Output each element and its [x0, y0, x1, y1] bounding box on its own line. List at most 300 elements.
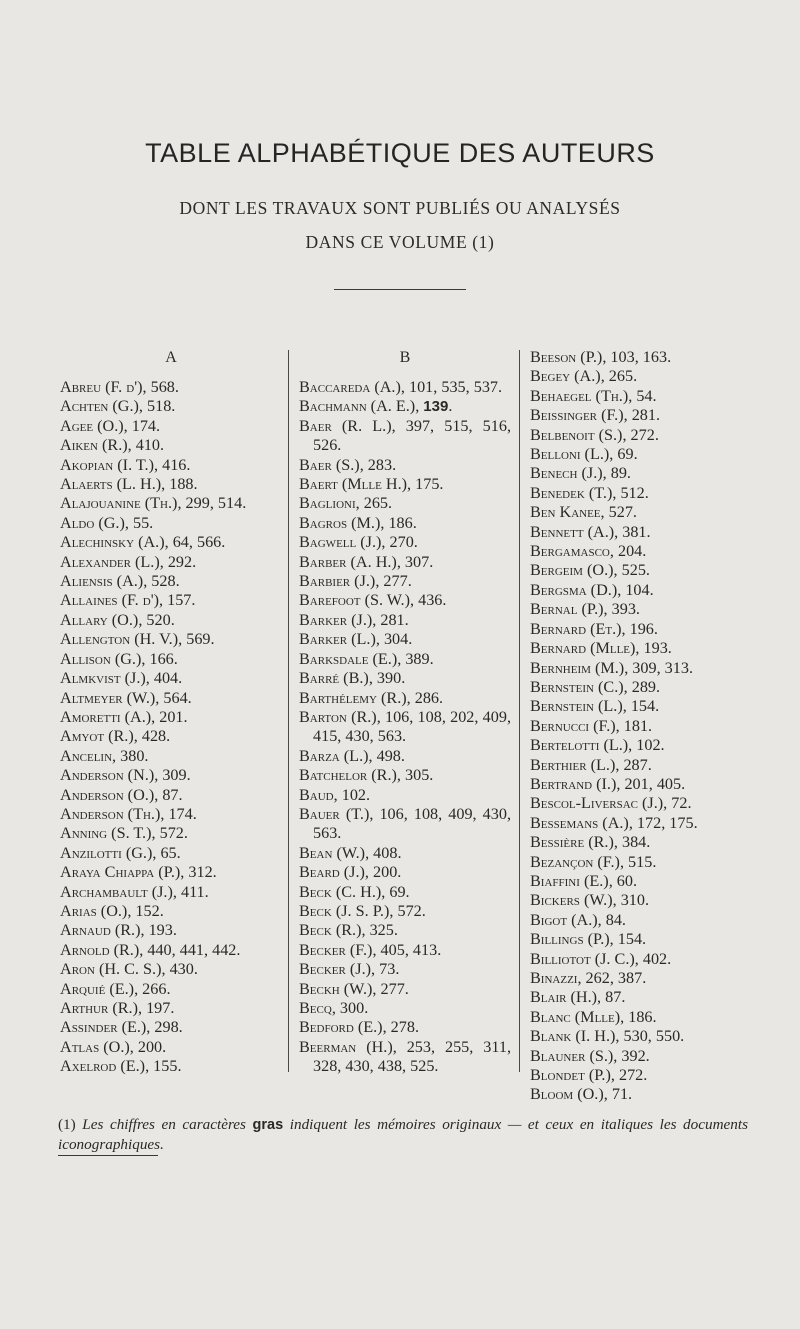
author-entry [530, 1085, 766, 1104]
author-name: Bean (W.) [299, 843, 366, 862]
page-references: , 440, 441, 442. [139, 940, 241, 959]
author-entry [60, 650, 282, 669]
column-letter: B [399, 349, 411, 366]
page-references: , 498. [368, 746, 405, 765]
page-references: , 430. [161, 960, 198, 979]
page-references: , 298. [146, 1018, 183, 1037]
author-entry [299, 397, 511, 416]
author-name: Bessemans (A.) [530, 813, 629, 832]
author-entry [299, 844, 511, 863]
page-references: , 262, 387. [577, 969, 647, 987]
footnote-number: (1) [58, 1116, 76, 1133]
author-name: Bagros (M.) [299, 513, 381, 532]
author-entry [530, 950, 766, 969]
page-references: , 278. [382, 1018, 419, 1037]
author-entry [530, 484, 766, 503]
page-references: , 188. [161, 475, 198, 494]
page-references: , 393. [603, 600, 640, 619]
page-references: , 55. [124, 513, 154, 532]
page-references: , 411. [172, 882, 209, 901]
page-references: , 186. [620, 1007, 657, 1026]
author-name: Blondet (P.) [530, 1066, 611, 1085]
author-entry [530, 348, 766, 367]
author-name: Blank (I. H.) [530, 1027, 616, 1046]
author-name: Barza (L.) [299, 746, 369, 765]
page-references: , 312. [180, 863, 217, 882]
page-references: , 309. [154, 766, 191, 785]
author-name: Behaegel (Th.) [530, 386, 629, 405]
author-name: Aliensis (A.) [60, 572, 144, 591]
column-b [299, 350, 511, 1077]
author-entry [60, 591, 282, 610]
author-entry [60, 863, 282, 882]
author-name: Beck (R.) [299, 921, 362, 940]
author-entry [299, 475, 511, 494]
page-references: , 309, 313. [624, 658, 693, 677]
author-entry [60, 708, 282, 727]
author-entry [299, 960, 511, 979]
author-entry [60, 1057, 282, 1076]
page-references: , 64, 566. [164, 533, 226, 552]
page-references: , 200. [129, 1037, 167, 1056]
page-references: , 157. [159, 591, 196, 610]
author-entry [530, 426, 766, 445]
author-entry [60, 533, 282, 552]
footnote-text: indiquent les mémoires originaux — et ceux en italiques les documents iconographiques. [58, 1116, 748, 1153]
author-entry [530, 853, 766, 872]
page-references: , 384. [613, 833, 651, 852]
author-name: Bernstein (C.) [530, 677, 624, 696]
author-name: Anderson (Th.) [60, 804, 161, 823]
page-references: , 265. [600, 367, 638, 386]
author-entry [530, 406, 766, 425]
page-references: , 428. [133, 727, 171, 746]
author-entry [299, 805, 511, 844]
author-list [60, 378, 282, 1077]
author-name: Allary (O.) [60, 610, 139, 629]
author-entry [60, 883, 282, 902]
author-entry [299, 1038, 511, 1077]
page-references: , 272. [610, 1066, 648, 1085]
page-references: , 389. [397, 649, 434, 668]
author-name: Anderson (N.) [60, 766, 155, 785]
page-references: , 564. [155, 688, 192, 707]
author-name: Barefoot (S. W.) [299, 591, 410, 610]
author-name: Araya Chiappa (P.) [60, 863, 181, 882]
author-entry [530, 930, 766, 949]
page-references: , 174. [123, 416, 161, 435]
author-entry [530, 523, 766, 542]
author-name: Aiken (R.) [60, 436, 128, 455]
author-entry [530, 464, 766, 483]
author-name: Bigot (A.) [530, 910, 598, 929]
author-name: Biaffini (E.) [530, 871, 609, 890]
author-name: Beard (J.) [299, 863, 365, 882]
author-name: Baccareda (A.) [299, 378, 401, 396]
author-name: Bergeim (O.) [530, 561, 614, 580]
author-entry [299, 494, 511, 513]
author-entry [299, 708, 511, 747]
page-references: , 186. [380, 513, 417, 532]
page-references: , 197. [137, 999, 175, 1017]
page-references: , 572. [389, 901, 426, 920]
author-name: Barton (R.) [299, 707, 377, 726]
page-references: , 528. [143, 572, 180, 591]
author-name: Baglioni [299, 494, 356, 513]
author-entry [299, 921, 511, 940]
author-entry [530, 1008, 766, 1027]
page-references: , 272. [622, 425, 659, 444]
column-a [60, 350, 282, 1077]
author-entry [530, 639, 766, 658]
author-entry [530, 620, 766, 639]
page-references: , 155. [145, 1057, 182, 1076]
author-name: Beck (J. S. P.) [299, 901, 390, 920]
page-references: , 104. [617, 580, 654, 599]
author-name: Abreu (F. d') [60, 378, 143, 396]
author-name: Belbenoit (S.) [530, 425, 623, 444]
author-name: Allison (G.) [60, 649, 142, 668]
author-name: Anning (S. T.) [60, 824, 152, 843]
page-references: , 397, 515, 516, 526. [313, 416, 512, 455]
page-references: , 292. [159, 552, 197, 571]
author-entry [299, 572, 511, 591]
author-entry [299, 883, 511, 902]
author-entry [60, 475, 282, 494]
page-references: , 300. [331, 999, 369, 1017]
author-name: Ancelin [60, 746, 113, 765]
author-entry [530, 581, 766, 600]
page-references: , 287. [615, 755, 652, 774]
author-entry [530, 387, 766, 406]
page-references: , 572. [151, 824, 188, 843]
page-references: , 305. [396, 766, 434, 785]
author-name: Bergamasco [530, 542, 610, 561]
author-name: Anzilotti (G.) [60, 843, 153, 862]
author-entry [299, 378, 511, 397]
author-name: Bescol-Liversac (J.) [530, 794, 664, 813]
author-entry [60, 572, 282, 591]
page-references: , 87. [597, 988, 626, 1007]
author-name: Bickers (W.) [530, 891, 613, 910]
author-name: Axelrod (E.) [60, 1057, 146, 1076]
author-name: Amoretti (A.) [60, 707, 152, 726]
author-entry [60, 921, 282, 940]
author-name: Anderson (O.) [60, 785, 155, 804]
author-entry [530, 659, 766, 678]
author-entry [60, 494, 282, 513]
page-references: , 69. [381, 882, 410, 901]
author-name: Beerman (H.) [299, 1037, 393, 1056]
author-entry [60, 941, 282, 960]
page-references: , 166. [141, 649, 178, 668]
column-divider [519, 350, 520, 1072]
author-name: Blauner (S.) [530, 1046, 614, 1065]
author-entry [60, 456, 282, 475]
author-entry [60, 1038, 282, 1057]
page-references: , 106, 108, 202, 409, 415, 430, 563. [313, 707, 512, 746]
page-references: , 390. [368, 669, 406, 688]
page-references: , 530, 550. [615, 1027, 685, 1046]
author-entry [530, 600, 766, 619]
author-entry [530, 969, 766, 988]
author-entry [530, 697, 766, 716]
author-entry [299, 417, 511, 456]
page-references: , 253, 255, 311, 328, 430, 438, 525. [313, 1037, 511, 1076]
page-references: , 283. [359, 455, 397, 474]
author-name: Baer (R. L.) [299, 416, 392, 435]
page-references: , 416. [154, 455, 191, 474]
page-references: , 304. [375, 630, 413, 649]
author-entry [299, 747, 511, 766]
author-entry [60, 397, 282, 416]
author-entry [530, 1027, 766, 1046]
page-references: , 72. [663, 794, 692, 813]
page-references: , 65. [152, 843, 181, 862]
page-references: , 381. [614, 522, 651, 541]
author-name: Arnold (R.) [60, 940, 140, 959]
author-name: Alechinsky (A.) [60, 533, 165, 552]
author-name: Barksdale (E.) [299, 649, 398, 668]
author-entry [530, 1047, 766, 1066]
page-references: , 89. [602, 464, 631, 483]
author-name: Bloom (O.) [530, 1085, 604, 1104]
author-entry [60, 689, 282, 708]
author-name: Arquié (E.) [60, 979, 135, 998]
page-references: , 73. [371, 960, 400, 979]
author-entry [530, 542, 766, 561]
page-references: , 102. [628, 736, 665, 755]
page-subtitle-1: DONT LES TRAVAUX SONT PUBLIÉS OU ANALYSÉS [179, 198, 621, 218]
author-entry [60, 378, 282, 397]
author-entry [530, 678, 766, 697]
author-entry [60, 960, 282, 979]
page-references: , 154. [622, 697, 660, 716]
page-references: , 201, 405. [616, 774, 686, 793]
page-references: , 281. [623, 406, 661, 425]
page-references: , 520. [138, 610, 175, 629]
author-name: Bagwell (J.) [299, 533, 382, 552]
author-entry [60, 436, 282, 455]
author-entry [299, 650, 511, 669]
author-entry [299, 766, 511, 785]
page-references: , 325. [361, 921, 398, 940]
bold-page-reference: 139 [423, 398, 449, 416]
page-title: TABLE ALPHABÉTIQUE DES AUTEURS [145, 138, 655, 168]
author-entry [530, 756, 766, 775]
author-name: Bernal (P.) [530, 600, 604, 619]
footnote [58, 1115, 748, 1155]
page-references: , 527. [600, 503, 637, 522]
page-references: , 201. [151, 707, 188, 726]
author-entry [60, 844, 282, 863]
author-entry [299, 1018, 511, 1037]
author-name: Alexander (L.) [60, 552, 160, 571]
author-entry [530, 775, 766, 794]
author-name: Beeson (P.) [530, 348, 603, 366]
author-entry [530, 794, 766, 813]
author-entry [60, 980, 282, 999]
page-references: , 154. [609, 930, 647, 949]
author-entry [530, 833, 766, 852]
author-name: Barber (A. H.) [299, 552, 397, 571]
author-name: Beissinger (F.) [530, 406, 624, 425]
author-entry [299, 630, 511, 649]
author-name: Altmeyer (W.) [60, 688, 156, 707]
page-references: , 196. [621, 619, 658, 638]
author-name: Barker (L.) [299, 630, 376, 649]
author-name: Batchelor (R.) [299, 766, 397, 785]
author-entry [60, 417, 282, 436]
page-references: , 204. [609, 542, 647, 561]
author-name: Baud [299, 785, 334, 804]
author-entry [299, 941, 511, 960]
author-name: Atlas (O.) [60, 1037, 130, 1056]
page-references: , 60. [608, 871, 638, 890]
page-references: , 405, 413. [372, 940, 442, 959]
author-name: Blanc (Mlle) [530, 1007, 621, 1026]
author-entry [60, 747, 282, 766]
page-references: , 84. [597, 910, 626, 929]
author-name: Arthur (R.) [60, 999, 138, 1017]
author-entry [530, 911, 766, 930]
author-name: Allengton (H. V.) [60, 630, 179, 649]
page-references: , 277. [372, 979, 409, 998]
page-references: , 69. [609, 445, 638, 464]
author-name: Binazzi [530, 969, 578, 987]
page-references: , 281. [372, 610, 409, 629]
author-entry [60, 824, 282, 843]
author-name: Achten (G.) [60, 397, 139, 416]
page-references: , 436. [410, 591, 447, 610]
title-divider [334, 289, 466, 290]
page-references: , 152. [127, 901, 164, 920]
page-references: , 103, 163. [602, 348, 672, 366]
page-references: , 307. [396, 552, 434, 571]
author-entry [60, 1018, 282, 1037]
column-divider [288, 350, 289, 1072]
page-references: , 54. [628, 386, 657, 405]
page-references: , 512. [612, 483, 649, 502]
author-entry [299, 980, 511, 999]
author-name: Billiotot (J. C.) [530, 949, 635, 968]
author-name: Becker (F.) [299, 940, 373, 959]
author-entry [60, 611, 282, 630]
author-entry [60, 727, 282, 746]
author-entry [299, 999, 511, 1018]
author-name: Bernstein (L.) [530, 697, 623, 716]
author-name: Benech (J.) [530, 464, 603, 483]
author-name: Blair (H.) [530, 988, 598, 1007]
page-references: , 525. [613, 561, 650, 580]
author-entry [60, 553, 282, 572]
author-entry [299, 553, 511, 572]
author-entry [530, 872, 766, 891]
author-name: Assinder (E.) [60, 1018, 147, 1037]
author-name: Alaerts (L. H.) [60, 475, 162, 494]
author-entry [530, 503, 766, 522]
page-references: , 299, 514. [177, 494, 247, 513]
column-letter: A [165, 349, 177, 366]
column-b-continued [530, 350, 766, 1105]
author-name: Barker (J.) [299, 610, 373, 629]
author-name: Aron (H. C. S.) [60, 960, 162, 979]
author-name: Beck (C. H.) [299, 882, 382, 901]
page-references: , 266. [134, 979, 171, 998]
author-name: Billings (P.) [530, 930, 610, 949]
author-entry [60, 805, 282, 824]
author-name: Bennett (A.) [530, 522, 615, 541]
page-references: , 102. [333, 785, 371, 804]
author-name: Ben Kanee [530, 503, 601, 522]
author-name: Beckh (W.) [299, 979, 373, 998]
page-references: , 408. [365, 843, 402, 862]
author-entry [530, 814, 766, 833]
footnote-bold: gras [252, 1117, 284, 1133]
page-references: , 310. [612, 891, 650, 910]
author-name: Bachmann (A. E.) [299, 397, 416, 416]
author-entry [530, 445, 766, 464]
page-references: , 569. [178, 630, 215, 649]
page-references: , 101, 535, 537. [400, 378, 503, 396]
page-references: , 270. [381, 533, 418, 552]
author-name: Bernard (Mlle) [530, 639, 636, 658]
author-name: Archambault (J.) [60, 882, 173, 901]
page-references: , 380. [112, 746, 149, 765]
page-references: , 174. [160, 804, 197, 823]
author-name: Bergsma (D.) [530, 580, 618, 599]
page-references: , 518. [138, 397, 176, 416]
author-name: Barbier (J.) [299, 572, 376, 591]
page-references: , 87. [154, 785, 183, 804]
page-references: , 392. [613, 1046, 650, 1065]
page-references: , 193. [140, 921, 177, 940]
author-entry [299, 689, 511, 708]
author-name: Bauer (T.) [299, 804, 370, 823]
author-name: Almkvist (J.) [60, 669, 146, 688]
author-name: Bertrand (I.) [530, 774, 617, 793]
author-entry [60, 669, 282, 688]
author-name: Benedek (T.) [530, 483, 613, 502]
author-entry [299, 902, 511, 921]
page-references: , 289. [623, 677, 661, 696]
author-name: Barthélemy (R.) [299, 688, 407, 707]
page-subtitle-2: DANS CE VOLUME (1) [305, 232, 495, 252]
author-name: Akopian (I. T.) [60, 455, 154, 474]
author-entry [60, 902, 282, 921]
author-name: Amyot (R.) [60, 727, 134, 746]
page-references: , 175. [407, 475, 444, 494]
author-entry [299, 611, 511, 630]
author-entry [60, 514, 282, 533]
author-entry [299, 591, 511, 610]
author-entry [530, 988, 766, 1007]
page-references: , 410. [127, 436, 165, 455]
author-name: Arias (O.) [60, 901, 128, 920]
author-entry [60, 630, 282, 649]
author-entry [60, 766, 282, 785]
page-references: , 200. [364, 863, 402, 882]
author-entry [530, 1066, 766, 1085]
author-name: Bezançon (F.) [530, 852, 620, 871]
author-name: Bernucci (F.) [530, 716, 616, 735]
author-entry [530, 717, 766, 736]
author-entry [299, 669, 511, 688]
author-name: Bedford (E.) [299, 1018, 383, 1037]
author-entry [60, 999, 282, 1018]
page-references: , 172, 175. [628, 813, 698, 832]
page-references: , [415, 397, 424, 416]
